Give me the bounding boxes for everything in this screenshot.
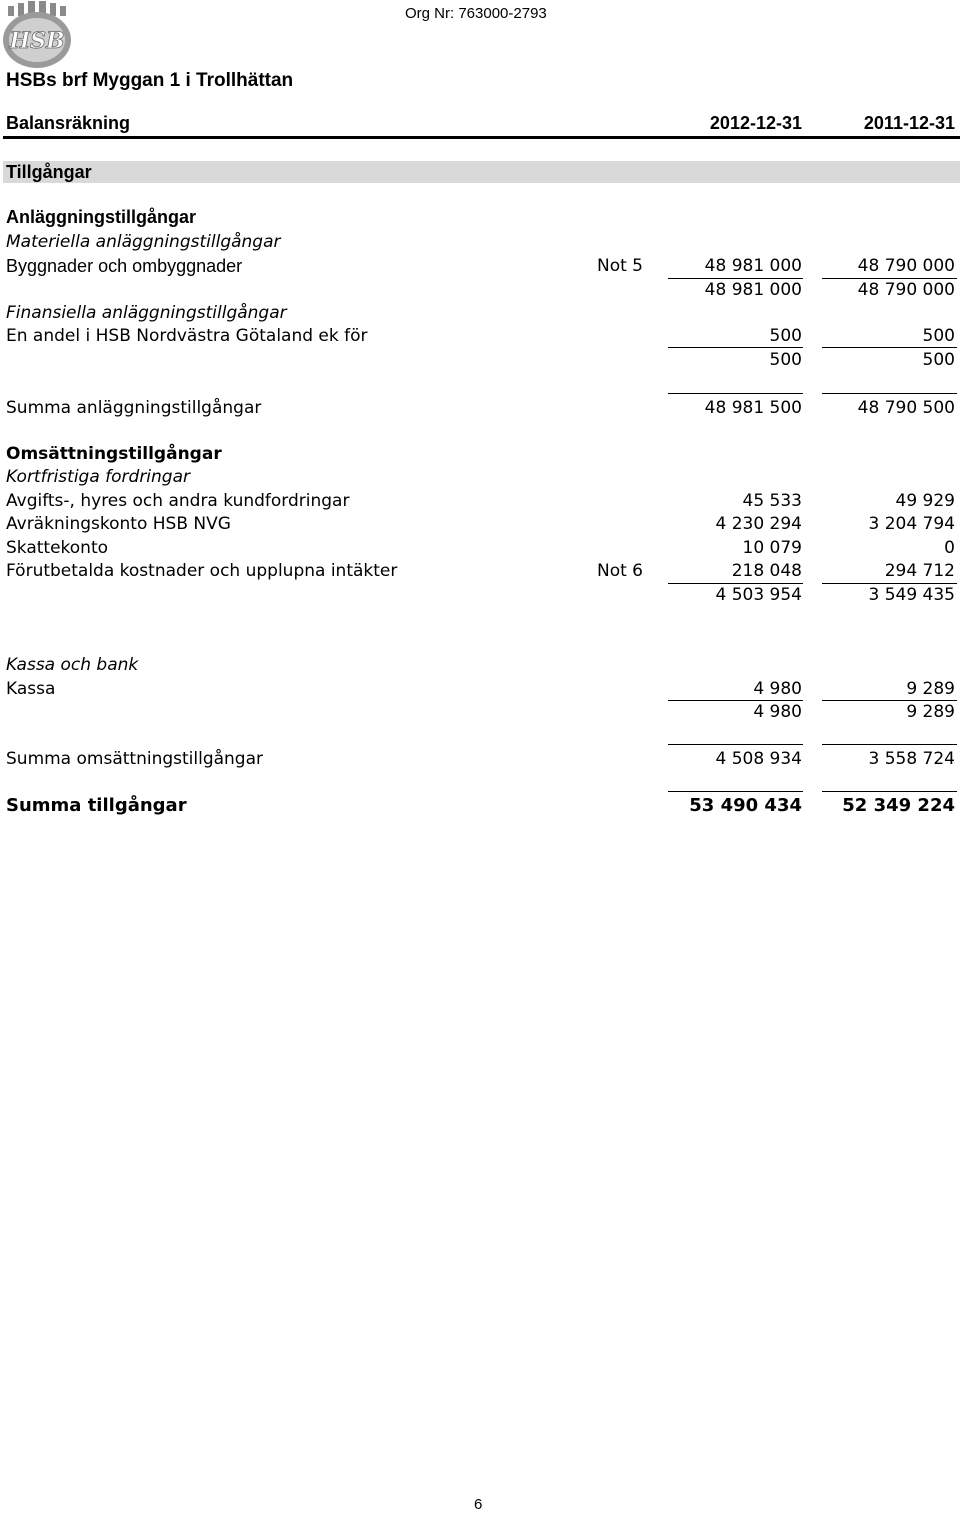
- row-label: Byggnader och ombyggnader: [6, 256, 243, 276]
- total-rule: [822, 744, 957, 745]
- total-rule: [822, 791, 957, 792]
- sum-row: [0, 748, 960, 770]
- row-label: Avräkningskonto HSB NVG: [6, 514, 231, 534]
- page-number: 6: [474, 1496, 483, 1513]
- grand-total-2011: 52 349 224: [842, 795, 955, 816]
- total-rule: [822, 393, 957, 394]
- value-2012: 500: [769, 326, 802, 346]
- materiella-heading: Materiella anläggningstillgångar: [6, 232, 281, 252]
- materiella-heading-row: [0, 231, 960, 253]
- value-2011: 0: [944, 538, 955, 558]
- note-reference: Not 5: [597, 256, 644, 276]
- row-label: En andel i HSB Nordvästra Götaland ek för: [6, 326, 368, 346]
- row-label: Förutbetalda kostnader och upplupna intäkter: [6, 561, 398, 581]
- subtotal-2012: 4 503 954: [715, 585, 802, 605]
- total-rule: [668, 393, 803, 394]
- hsb-logo: [0, 0, 74, 72]
- value-2012: 45 533: [742, 491, 802, 511]
- value-2012: 4 980: [753, 679, 802, 699]
- value-2012: 218 048: [731, 561, 802, 581]
- subtotal-2012: 4 980: [753, 702, 802, 722]
- table-row: [0, 325, 960, 347]
- table-row: [0, 513, 960, 535]
- oms-heading-row: [0, 443, 960, 465]
- anl-heading-row: [0, 206, 960, 228]
- total-rule: [668, 744, 803, 745]
- table-row: [0, 490, 960, 512]
- subtotal-rule: [668, 347, 803, 348]
- finansiella-heading: Finansiella anläggningstillgångar: [6, 303, 287, 323]
- table-row: [0, 537, 960, 559]
- table-row: [0, 255, 960, 277]
- subtotal-2011: 3 549 435: [868, 585, 955, 605]
- note-reference: Not 6: [597, 561, 644, 581]
- subtotal-2011: 500: [922, 350, 955, 370]
- subtotal-2011: 48 790 000: [857, 280, 955, 300]
- kortfristiga-heading: Kortfristiga fordringar: [6, 467, 191, 487]
- grand-total-2012: 53 490 434: [689, 795, 802, 816]
- kortfristiga-heading-row: [0, 466, 960, 488]
- value-2012: 48 981 500: [704, 398, 802, 418]
- value-2011: 9 289: [906, 679, 955, 699]
- table-row: [0, 678, 960, 700]
- org-number: Org Nr: 763000-2793: [405, 5, 547, 22]
- row-label: Kassa: [6, 679, 56, 699]
- subtotal-row: [0, 349, 960, 371]
- value-2011: 48 790 000: [857, 256, 955, 276]
- kassa-bank-heading: Kassa och bank: [6, 655, 139, 675]
- row-label: Skattekonto: [6, 538, 109, 558]
- column-header-2011: 2011-12-31: [863, 113, 955, 133]
- value-2012: 4 508 934: [715, 749, 802, 769]
- svg-text:HSB: HSB: [9, 28, 65, 54]
- value-2012: 4 230 294: [715, 514, 802, 534]
- subtotal-row: [0, 279, 960, 301]
- subtotal-2012: 48 981 000: [704, 280, 802, 300]
- anl-heading: Anläggningstillgångar: [6, 207, 197, 227]
- total-rule: [668, 791, 803, 792]
- subtotal-row: [0, 584, 960, 606]
- value-2012: 48 981 000: [704, 256, 802, 276]
- subtotal-row: [0, 701, 960, 723]
- value-2011: 48 790 500: [857, 398, 955, 418]
- sum-row: [0, 397, 960, 419]
- row-label: Avgifts-, hyres och andra kundfordringar: [6, 491, 350, 511]
- section-band: [3, 161, 960, 183]
- value-2011: 49 929: [895, 491, 955, 511]
- subtotal-2012: 500: [769, 350, 802, 370]
- row-label: Summa omsättningstillgångar: [6, 749, 264, 769]
- value-2011: 3 558 724: [868, 749, 955, 769]
- value-2011: 500: [922, 326, 955, 346]
- value-2011: 294 712: [884, 561, 955, 581]
- grand-total-row: [0, 795, 960, 817]
- row-label: Summa anläggningstillgångar: [6, 398, 262, 418]
- value-2011: 3 204 794: [868, 514, 955, 534]
- finansiella-heading-row: [0, 302, 960, 324]
- table-row: [0, 560, 960, 582]
- company-name: HSBs brf Myggan 1 i Trollhättan: [6, 70, 294, 91]
- header-divider: [3, 136, 960, 139]
- section-title: Tillgångar: [6, 162, 92, 182]
- subtotal-rule: [822, 347, 957, 348]
- table-title: Balansräkning: [6, 113, 131, 133]
- grand-total-label: Summa tillgångar: [6, 795, 187, 816]
- subtotal-2011: 9 289: [906, 702, 955, 722]
- column-header-2012: 2012-12-31: [709, 113, 802, 133]
- kassa-bank-heading-row: [0, 654, 960, 676]
- value-2012: 10 079: [742, 538, 802, 558]
- oms-heading: Omsättningstillgångar: [6, 444, 222, 464]
